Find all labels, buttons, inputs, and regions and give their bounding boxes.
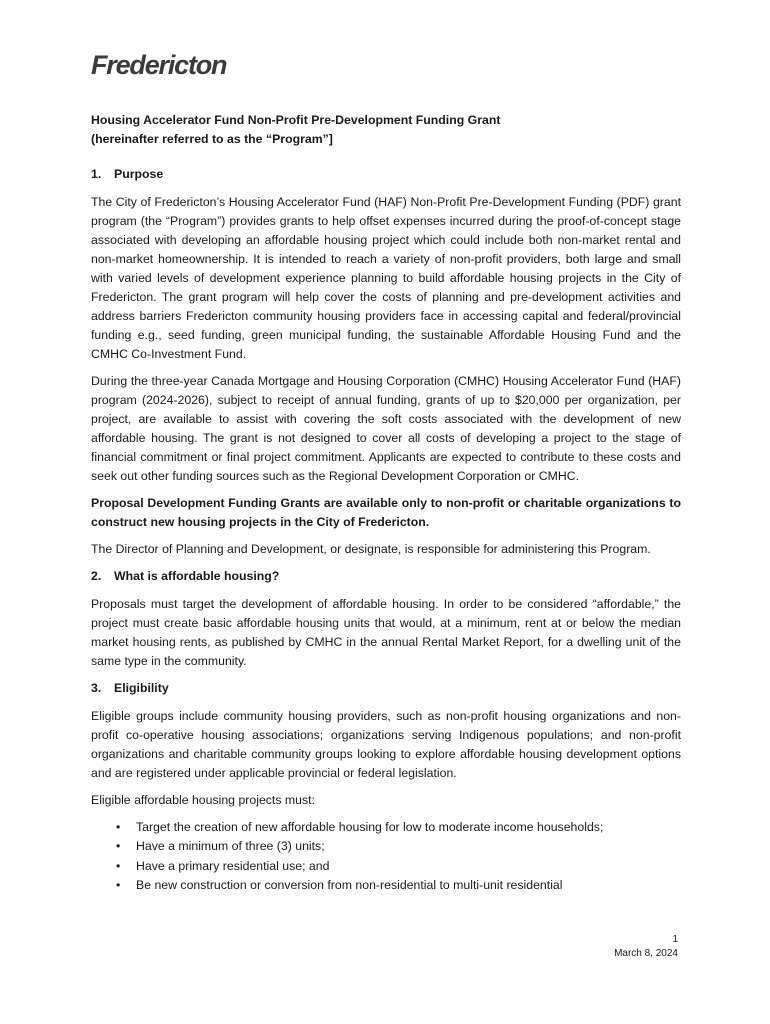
- section-3-heading: [91, 679, 681, 698]
- eligibility-paragraph-2: Eligible affordable housing projects must:: [91, 793, 315, 807]
- bullet-icon: •: [116, 820, 121, 834]
- list-item-text: Have a minimum of three (3) units;: [136, 839, 325, 854]
- page-footer: [614, 933, 678, 961]
- purpose-paragraph-4: The Director of Planning and Development, or designate, is responsible for administering this Program.: [91, 542, 651, 556]
- document-title: [91, 111, 681, 149]
- bullet-icon: •: [116, 877, 121, 892]
- list-item-text: Be new construction or conversion from non-residential to multi-unit residential: [136, 877, 563, 892]
- section-number: 2.: [91, 569, 102, 583]
- purpose-paragraph-1: The City of Fredericton’s Housing Accelerator Fund (HAF) Non-Profit Pre-Development Funding (PDF) grant program (the “Program”) provides grants to help offset expenses incurred during the proof-of-concept stage associated with developing an affordable housing project which could include both non-market rental and non-market homeownership. It is intended to reach a variety of non-profit providers, both large and small with varied levels of development experience planning to build affordable housing projects in the City of Fredericton. The grant program will help cover the costs of planning and pre-development activities and address barriers Fredericton community housing providers face in accessing capital and federal/provincial funding e.g., seed funding, green municipal funding, the sustainable Affordable Housing Fund and the CMHC Co-Investment Fund.: [91, 195, 681, 361]
- list-item: [116, 837, 681, 856]
- eligibility-paragraph-1: Eligible groups include community housing providers, such as non-profit housing organizations and non-profit co-operative housing associations; organizations serving Indigenous populations; and non-profit organizations and charitable community groups looking to explore affordable housing development options and are registered under applicable provincial or federal legislation.: [91, 709, 681, 780]
- fredericton-logo: Fredericton: [91, 50, 227, 80]
- title-line-1: Housing Accelerator Fund Non-Profit Pre-Development Funding Grant: [91, 113, 501, 127]
- list-item-text: Have a primary residential use; and: [136, 858, 330, 873]
- section-title: Eligibility: [114, 681, 169, 695]
- eligibility-criteria-list: [91, 818, 681, 895]
- list-item: [116, 857, 681, 876]
- section-2-heading: [91, 567, 681, 586]
- list-item-text: Target the creation of new affordable housing for low to moderate income households;: [136, 820, 604, 834]
- affordable-housing-paragraph: Proposals must target the development of affordable housing. In order to be considered “affordable,” the project must create basic affordable housing units that would, at a minimum, rent at or below the median market housing rents, as published by CMHC in the annual Rental Market Report, for a dwelling unit of the same type in the community.: [91, 597, 681, 668]
- section-number: 1.: [91, 167, 102, 181]
- section-title: Purpose: [114, 167, 164, 181]
- section-number: 3.: [91, 681, 102, 695]
- bullet-icon: •: [116, 839, 121, 854]
- purpose-paragraph-3: Proposal Development Funding Grants are available only to non-profit or charitable organizations to construct new housing projects in the City of Fredericton.: [91, 496, 681, 529]
- bullet-icon: •: [116, 858, 121, 873]
- section-1-heading: [91, 165, 681, 184]
- purpose-paragraph-2: During the three-year Canada Mortgage and Housing Corporation (CMHC) Housing Accelerator Fund (HAF) program (2024-2026), subject to receipt of annual funding, grants of up to $20,000 per organization, per project, are available to assist with covering the soft costs associated with the development of new affordable housing. The grant is not designed to cover all costs of developing a project to the stage of financial commitment or final project commitment. Applicants are expected to contribute to these costs and seek out other funding sources such as the Regional Development Corporation or CMHC.: [91, 374, 681, 483]
- page-number: 1: [672, 934, 678, 945]
- document-date: March 8, 2024: [614, 948, 678, 959]
- list-item: [116, 876, 681, 895]
- title-line-2: (hereinafter referred to as the “Program”]: [91, 132, 333, 146]
- list-item: [116, 818, 681, 837]
- document-body: [91, 111, 681, 895]
- section-title: What is affordable housing?: [114, 569, 280, 583]
